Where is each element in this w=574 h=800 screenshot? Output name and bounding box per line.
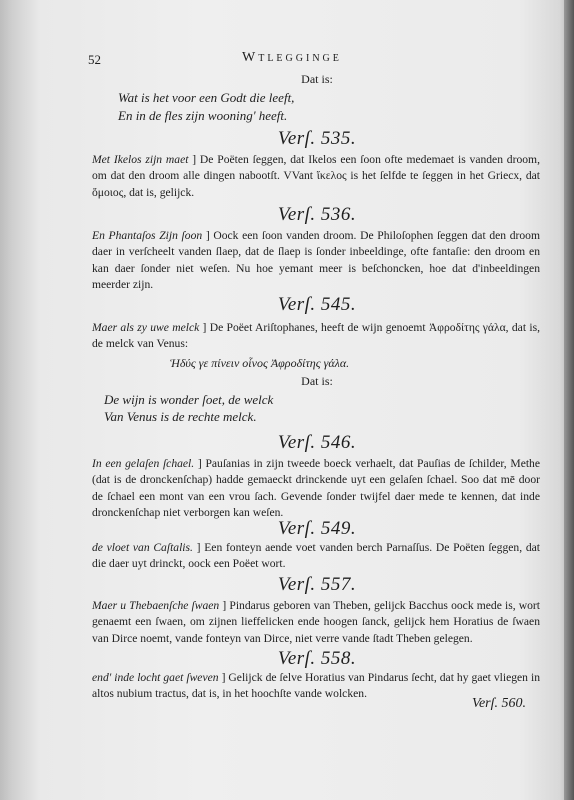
lemma-557: Maer u Thebaenſche ſwaen	[92, 599, 220, 612]
lemma-535: Met Ikelos zijn maet	[92, 153, 189, 166]
note-text-558: ] Gelijck de ſelve Horatius van Pindarus ſecht, dat hy gaet vliegen in altos nubium tractus, dat is, in het hoochſte vande wolcken.	[92, 671, 540, 701]
quote-dat-is-545: Dat is:	[301, 374, 333, 388]
greek-quote-545: Ἡδύς γε πίνειν οἶνος Ἀφροδίτης γάλα.	[170, 356, 350, 370]
verse-heading-545: Verſ. 545.	[277, 294, 357, 315]
verse-heading-546: Verſ. 546.	[277, 432, 357, 453]
quote-line-2-545: Van Venus is de rechte melck.	[104, 409, 257, 424]
page-number: 52	[88, 52, 101, 67]
lemma-549: de vloet van Caſtalis.	[92, 541, 193, 554]
verse-heading-558: Verſ. 558.	[277, 648, 357, 669]
catchword: Verſ. 560.	[471, 696, 526, 711]
note-text-535: ] De Poëten ſeggen, dat Ikelos een ſoon ofte medemaet is vanden droom, om dat den droom alle dingen nabootſt. VVant ἴκελος is het ſelfde te ſeggen in het Griecx, dat ὅμοιος, dat is, gelijck.	[92, 153, 540, 199]
note-text-545: ] De Poëet Ariſtophanes, heeft de wijn genoemt Ἀφροδίτης γάλα, dat is, de melck van Venus:	[92, 321, 540, 351]
verse-heading-557: Verſ. 557.	[277, 574, 357, 595]
lemma-536: En Phantaſos Zijn ſoon	[92, 229, 203, 242]
intro-dat-is: Dat is:	[301, 72, 333, 86]
note-549	[92, 540, 540, 573]
lemma-545: Maer als zy uwe melck	[92, 321, 200, 334]
note-557	[92, 598, 540, 647]
note-546	[92, 456, 540, 522]
note-535	[92, 152, 540, 201]
lemma-558: end' inde locht gaet ſweven	[92, 671, 219, 684]
note-text-549: ] Een fonteyn aende voet vanden berch Parnaſſus. De Poëten ſeggen, dat die daer uyt drinckt, oock een Poëet wort.	[92, 541, 540, 571]
verse-heading-535: Verſ. 535.	[277, 128, 357, 149]
verse-heading-549: Verſ. 549.	[277, 518, 357, 539]
note-text-536: ] Oock een ſoon vanden droom. De Philoſophen ſeggen dat den droom daer in verſcheelt vanden ſlaep, dat de ſlaep is ſonder inbeeldinge, ofte fantaſie: den droom en kan daer ſonder niet weſen. Nu hoe yemant meer is beſchoncken, hoe dat d'inbeeldingen meerder zijn.	[92, 229, 540, 292]
note-536	[92, 228, 540, 294]
intro-line-1: Wat is het voor een Godt die leeft,	[118, 90, 295, 105]
quote-line-1-545: De wijn is wonder ſoet, de welck	[104, 392, 274, 407]
verse-heading-536: Verſ. 536.	[277, 204, 357, 225]
intro-line-2: En in de fles zijn wooning' heeft.	[118, 108, 288, 123]
note-545	[92, 320, 540, 353]
running-head: Wtlegginge	[242, 50, 342, 65]
lemma-546: In een gelaſen ſchael.	[92, 457, 195, 470]
note-text-557: ] Pindarus geboren van Theben, gelijck Bacchus oock mede is, wort genaemt een ſwaen, om zijnen lieffelicken ende hoogen ſanck, gelijck hem Horatius de ſwaen van Dirce noemt, vande fonteyn van Dirce, niet verre vande ſtadt Theben gelegen.	[92, 599, 540, 645]
note-text-546: ] Pauſanias in zijn tweede boeck verhaelt, dat Pauſias de ſchilder, Methe (dat is de dronckenſchap) hadde gemaeckt drinckende uyt een gelaſen ſchael. Soo dat mē door de ſchael een mont van een vrou ſach. Gevende ſonder twijfel daer mede te kennen, dat inde dronckenſchap niet verborgen kan weſen.	[92, 457, 541, 520]
